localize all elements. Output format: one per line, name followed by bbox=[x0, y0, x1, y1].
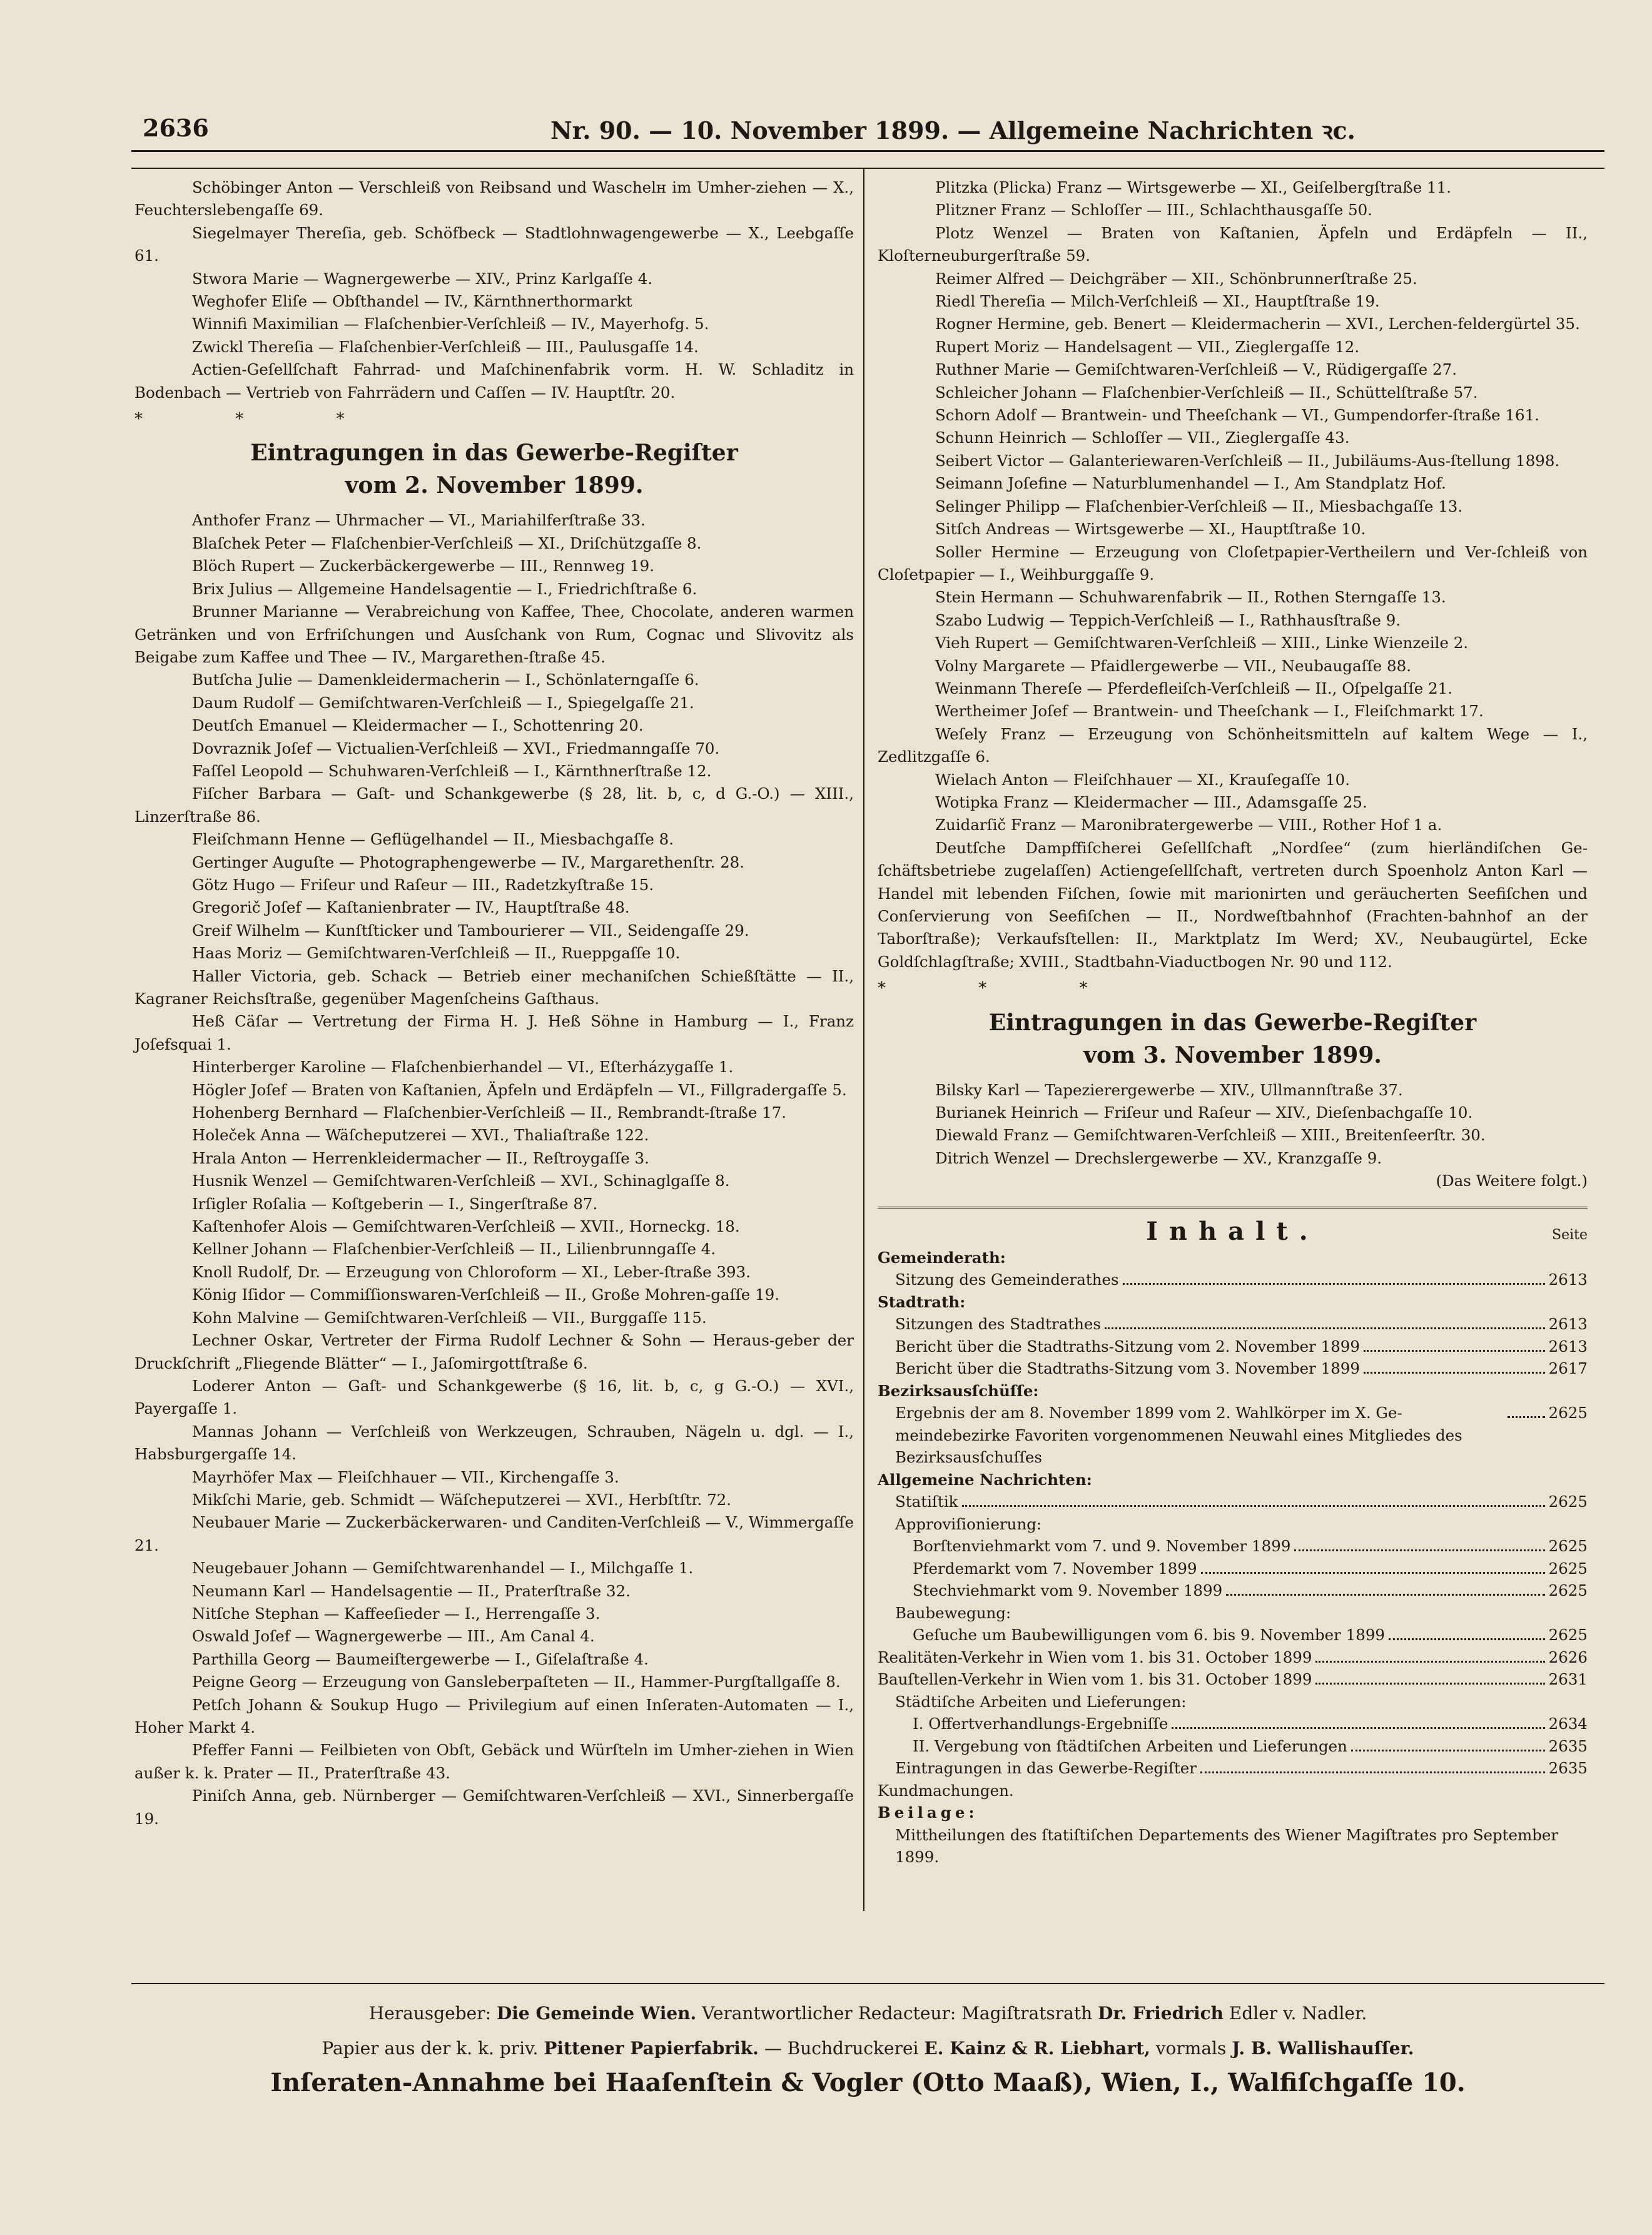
contents-row bbox=[878, 1780, 1588, 1802]
register-entry: Butſcha Julie — Damenkleidermacherin — I., Schönlaterngaſſe 6. bbox=[192, 671, 699, 689]
footer-printer: E. Kainz & R. Liebhart, bbox=[924, 2038, 1150, 2059]
contents-row-title: Stechviehmarkt vom 9. November 1899 bbox=[913, 1581, 1223, 1600]
register-entry: Ditrich Wenzel — Drechslergewerbe — XV., Kranzgaſſe 9. bbox=[935, 1148, 1382, 1167]
contents-leader-dots bbox=[1200, 1771, 1545, 1773]
register-entry: Weſely Franz — Erzeugung von Schönheitsmitteln auf kaltem Wege — I., Zedlitzgaſſe 6. bbox=[878, 724, 1588, 766]
contents-row-title: Ergebnis der am 8. November 1899 vom 2. Wahlkörper im X. Ge-meindebezirke Favoriten vorgenommenen Neuwahl eines Mitgliedes des Bezirksausſchuſſes bbox=[895, 1404, 1462, 1467]
contents-row-title: Statiſtik bbox=[895, 1493, 958, 1511]
contents-leader-dots bbox=[1389, 1638, 1545, 1640]
contents-leader-dots bbox=[1226, 1594, 1544, 1596]
register-entry: Weghofer Eliſe — Obſthandel — IV., Kärnthnerthormarkt bbox=[192, 292, 632, 311]
contents-row-title: II. Vergebung von ſtädtiſchen Arbeiten und Lieferungen bbox=[913, 1736, 1347, 1755]
contents-row bbox=[878, 1802, 1588, 1824]
register-entry: Dovraznik Joſef — Victualien-Verſchleiß — XVI., Friedmanngaſſe 70. bbox=[192, 739, 720, 758]
register-entry: Reimer Alfred — Deichgräber — XII., Schönbrunnerſtraße 25. bbox=[935, 269, 1417, 288]
contents-row-title: Bezirksausſchüſſe: bbox=[878, 1381, 1039, 1400]
register-entry: Plotz Wenzel — Braten von Kaſtanien, Äpfeln und Erdäpfeln — II., Kloſterneuburgerſtraße 59. bbox=[878, 223, 1588, 265]
entry-list-top bbox=[134, 176, 854, 404]
contents-page-number: 2617 bbox=[1548, 1359, 1588, 1378]
contents-row bbox=[878, 1668, 1588, 1691]
register-entry: Stein Hermann — Schuhwarenfabrik — II., Rothen Sterngaſſe 13. bbox=[935, 588, 1446, 607]
contents-row-title: Pferdemarkt vom 7. November 1899 bbox=[913, 1559, 1197, 1578]
footer-advert-line: Inſeraten-Annahme bei Haaſenſtein & Vogler (Otto Maaß), Wien, I., Walfiſchgaſſe 10. bbox=[270, 2068, 1466, 2097]
footer-paper-factory: Pittener Papierfabrik. bbox=[544, 2038, 759, 2059]
contents-row-title: Sitzungen des Stadtrathes bbox=[895, 1315, 1102, 1334]
register-entry: Fleiſchmann Henne — Geflügelhandel — II., Miesbachgaſſe 8. bbox=[192, 830, 674, 849]
register-entry: Bilsky Karl — Tapezierergewerbe — XIV., Ullmannſtraße 37. bbox=[935, 1080, 1403, 1099]
register-entry: Vieh Rupert — Gemiſchtwaren-Verſchleiß — XIII., Linke Wienzeile 2. bbox=[935, 634, 1469, 652]
register-entry: Brix Julius — Allgemeine Handelsagentie — I., Friedrichſtraße 6. bbox=[192, 579, 697, 598]
contents-row bbox=[878, 1469, 1588, 1491]
contents-row bbox=[878, 1335, 1588, 1358]
contents-row-title: Bericht über die Stadtraths-Sitzung vom 2. November 1899 bbox=[895, 1337, 1360, 1356]
contents-page-label: Seite bbox=[1552, 1227, 1588, 1244]
register-entry: Riedl Thereſia — Milch-Verſchleiß — XI., Hauptſtraße 19. bbox=[935, 292, 1380, 311]
contents-row-title: I. Offertverhandlungs-Ergebniſſe bbox=[913, 1715, 1168, 1733]
contents-leader-dots bbox=[1201, 1572, 1545, 1574]
register-entry: Gregorič Joſef — Kaſtanienbrater — IV., Hauptſtraße 48. bbox=[192, 898, 630, 917]
register-entry: Heß Cäſar — Vertretung der Firma H. J. Heß Söhne in Hamburg — I., Franz Joſefsquai 1. bbox=[134, 1012, 854, 1053]
contents-row bbox=[878, 1579, 1588, 1602]
register-entry: Plitzka (Plicka) Franz — Wirtsgewerbe — XI., Geiſelbergſtraße 11. bbox=[935, 178, 1452, 196]
contents-row bbox=[878, 1713, 1588, 1735]
register-entry: Haas Moriz — Gemiſchtwaren-Verſchleiß — II., Rueppgaſſe 10. bbox=[192, 944, 681, 963]
contents-rows bbox=[878, 1247, 1588, 1868]
contents-row-title: Allgemeine Nachrichten: bbox=[878, 1470, 1092, 1489]
register-entry: Rupert Moriz — Handelsagent — VII., Zieglergaſſe 12. bbox=[935, 337, 1360, 356]
table-of-contents bbox=[878, 1224, 1588, 1868]
contents-leader-dots bbox=[1351, 1750, 1545, 1751]
contents-title: Inhalt. bbox=[1146, 1216, 1319, 1246]
register-entry: Hohenberg Bernhard — Flaſchenbier-Verſchleiß — II., Rembrandt-ſtraße 17. bbox=[192, 1103, 787, 1122]
register-entry: Siegelmayer Thereſia, geb. Schöfbeck — Stadtlohnwagengewerbe — X., Leebgaſſe 61. bbox=[134, 223, 854, 265]
contents-row-title: Sitzung des Gemeinderathes bbox=[895, 1270, 1119, 1289]
register-entry: Gertinger Auguſte — Photographengewerbe — IV., Margarethenſtr. 28. bbox=[192, 853, 745, 871]
contents-row bbox=[878, 1624, 1588, 1646]
contents-page-number: 2613 bbox=[1548, 1270, 1588, 1289]
contents-row-title: Geſuche um Baubewilligungen vom 6. bis 9. November 1899 bbox=[913, 1626, 1385, 1645]
register-entry: Mikſchi Marie, geb. Schmidt — Wäſcheputzerei — XVI., Herbſtſtr. 72. bbox=[192, 1490, 732, 1509]
register-entry: Schöbinger Anton — Verschleiß von Reibsand und Waschelн im Umher-ziehen — X., Feuchterslebengaſſe 69. bbox=[134, 178, 854, 220]
contents-page-number: 2625 bbox=[1548, 1626, 1588, 1645]
footer-former-printer: J. B. Wallishauſſer. bbox=[1232, 2038, 1414, 2059]
register-entry: Plitzner Franz — Schloſſer — III., Schlachthausgaſſe 50. bbox=[935, 201, 1372, 220]
register-entry: Blöch Rupert — Zuckerbäckergewerbe — III., Rennweg 19. bbox=[192, 557, 654, 575]
contents-leader-dots bbox=[1315, 1661, 1544, 1663]
register-entry: Deutſche Dampffiſcherei Geſellſchaft „Nordſee“ (zum hierländiſchen Ge-ſchäftsbetriebe zugelaſſen) Actiengeſellſchaft, vertreten durch Spoenholz Anton Karl — Handel mit lebenden Fiſchen, ſowie mit marionirten und geräucherten Seefiſchen und Conſervierung von Seefiſchen — II., Nordweſtbahnhof (Frachten-bahnhof an der Taborſtraße); Verkaufsſtellen: II., Marktplatz Im Werd; XV., Neubaugürtel, Ecke Goldſchlagſtraße; XVIII., Stadtbahn-Viaductbogen Nr. 90 und 112. bbox=[878, 838, 1588, 971]
register-entry: Petſch Johann & Soukup Hugo — Privilegium auf einen Inſeraten-Automaten — I., Hoher Markt 4. bbox=[134, 1695, 854, 1736]
register-entry: Wertheimer Joſef — Brantwein- und Theeſchank — I., Fleiſchmarkt 17. bbox=[935, 702, 1484, 721]
section-heading-nov2-line1: Eintragungen in das Gewerbe-Regiſter bbox=[250, 440, 738, 467]
footer-editor-label: Verantwortlicher Redacteur: Magiſtratsrath bbox=[702, 2003, 1093, 2024]
register-entry: Holeček Anna — Wäſcheputzerei — XVI., Thaliaſtraße 122. bbox=[192, 1126, 649, 1145]
contents-page-number: 2625 bbox=[1548, 1581, 1588, 1600]
footer-editor-title: Edler v. Nadler. bbox=[1229, 2003, 1367, 2024]
footer-formerly: vormals bbox=[1155, 2038, 1227, 2059]
register-entry: Fiſcher Barbara — Gaſt- und Schankgewerbe (§ 28, lit. b, c, d G.-O.) — XIII., Linzerſtraße 86. bbox=[134, 784, 854, 826]
register-entry: Mannas Johann — Verſchleiß von Werkzeugen, Schrauben, Nägeln u. dgl. — I., Habsburgergaſſe 14. bbox=[134, 1422, 854, 1464]
contents-page-number: 2634 bbox=[1548, 1715, 1588, 1733]
register-entry: Seibert Victor — Galanteriewaren-Verſchleiß — II., Jubiläums-Aus-ſtellung 1898. bbox=[935, 451, 1560, 470]
contents-row bbox=[878, 1602, 1588, 1624]
register-entry: Peigne Georg — Erzeugung von Gansleberpaſteten — II., Hammer-Purgſtallgaſſe 8. bbox=[192, 1673, 841, 1691]
continued-note: (Das Weitere folgt.) bbox=[1436, 1172, 1588, 1190]
contents-row-title: Beilage: bbox=[878, 1803, 978, 1822]
left-column bbox=[134, 176, 854, 1830]
contents-leader-dots bbox=[1105, 1327, 1545, 1329]
register-entry: Anthofer Franz — Uhrmacher — VI., Mariahilferſtraße 33. bbox=[192, 511, 646, 530]
section-heading-nov3-line1: Eintragungen in das Gewerbe-Regiſter bbox=[988, 1009, 1477, 1036]
register-entry: Irſigler Roſalia — Koſtgeberin — I., Singerſtraße 87. bbox=[192, 1194, 598, 1213]
register-entry: Deutſch Emanuel — Kleidermacher — I., Schottenring 20. bbox=[192, 716, 644, 735]
register-entry: Zwickl Thereſia — Flaſchenbier-Verſchleiß — III., Paulusgaſſe 14. bbox=[192, 337, 699, 356]
register-entry: Nitſche Stephan — Kaffeeſieder — I., Herrengaſſe 3. bbox=[192, 1604, 600, 1623]
entry-list-nov2 bbox=[134, 509, 854, 1830]
contents-leader-dots bbox=[1364, 1350, 1545, 1352]
register-entry: Neumann Karl — Handelsagentie — II., Praterſtraße 32. bbox=[192, 1581, 631, 1600]
entry-list-nov3 bbox=[878, 1079, 1588, 1170]
contents-row bbox=[878, 1313, 1588, 1335]
register-entry: Högler Joſef — Braten von Kaſtanien, Äpfeln und Erdäpfeln — VI., Fillgradergaſſe 5. bbox=[192, 1080, 847, 1099]
contents-leader-dots bbox=[1172, 1727, 1544, 1729]
contents-row bbox=[878, 1291, 1588, 1314]
contents-leader-dots bbox=[1294, 1549, 1544, 1551]
register-entry: Sitſch Andreas — Wirtsgewerbe — XI., Hauptſtraße 10. bbox=[935, 520, 1366, 539]
register-entry: Kohn Malvine — Gemiſchtwaren-Verſchleiß — VII., Burggaſſe 115. bbox=[192, 1308, 707, 1327]
register-entry: Seimann Joſefine — Naturblumenhandel — I., Am Standplatz Hof. bbox=[935, 474, 1446, 493]
register-entry: Volny Margarete — Pfaidlergewerbe — VII., Neubaugaſſe 88. bbox=[935, 656, 1411, 675]
register-entry: Ruthner Marie — Gemiſchtwaren-Verſchleiß — V., Rüdigergaſſe 27. bbox=[935, 360, 1457, 379]
footer-paper-label: Papier aus der k. k. priv. bbox=[322, 2038, 539, 2059]
running-header: Nr. 90. — 10. November 1899. — Allgemeine Nachrichten ꝛc. bbox=[550, 116, 1356, 144]
contents-page-number: 2625 bbox=[1548, 1559, 1588, 1578]
register-entry: Oswald Joſef — Wagnergewerbe — III., Am Canal 4. bbox=[192, 1627, 595, 1646]
register-entry: Greif Wilhelm — Kunſtſticker und Tambourierer — VII., Seidengaſſe 29. bbox=[192, 921, 749, 940]
contents-page-number: 2625 bbox=[1548, 1404, 1588, 1422]
contents-row-title: Städtiſche Arbeiten und Lieferungen: bbox=[895, 1692, 1187, 1711]
contents-row-title: Kundmachungen. bbox=[878, 1781, 1014, 1800]
register-entry: Faſſel Leopold — Schuhwaren-Verſchleiß — I., Kärnthnerſtraße 12. bbox=[192, 761, 712, 780]
contents-row-title: Realitäten-Verkehr in Wien vom 1. bis 31. October 1899 bbox=[878, 1648, 1312, 1666]
register-entry: Piniſch Anna, geb. Nürnberger — Gemiſchtwaren-Verſchleiß — XVI., Sinnerbergaſſe 19. bbox=[134, 1786, 854, 1828]
column-top-rule bbox=[131, 168, 1604, 169]
register-entry: Loderer Anton — Gaſt- und Schankgewerbe (§ 16, lit. b, c, g G.-O.) — XVI., Payergaſſe 1. bbox=[134, 1376, 854, 1418]
contents-row bbox=[878, 1735, 1588, 1758]
register-entry: Winnifi Maximilian — Flaſchenbier-Verſchleiß — IV., Mayerhofg. 5. bbox=[192, 315, 709, 333]
header-rule bbox=[131, 150, 1604, 152]
contents-row bbox=[878, 1535, 1588, 1558]
register-entry: Kellner Johann — Flaſchenbier-Verſchleiß — II., Lilienbrunngaſſe 4. bbox=[192, 1240, 716, 1259]
register-entry: Mayrhöfer Max — Fleiſchhauer — VII., Kirchengaſſe 3. bbox=[192, 1467, 619, 1486]
register-entry: Wielach Anton — Fleiſchhauer — XI., Krauſegaſſe 10. bbox=[935, 770, 1350, 789]
contents-row bbox=[878, 1380, 1588, 1402]
contents-page-number: 2626 bbox=[1548, 1648, 1588, 1666]
register-entry: Diewald Franz — Gemiſchtwaren-Verſchleiß — XIII., Breitenſeerſtr. 30. bbox=[935, 1126, 1486, 1145]
contents-row-title: Stadtrath: bbox=[878, 1292, 966, 1311]
contents-row-title: Baubewegung: bbox=[895, 1603, 1011, 1622]
contents-row-title: Gemeinderath: bbox=[878, 1248, 1006, 1267]
register-entry: Haller Victoria, geb. Schack — Betrieb einer mechaniſchen Schießſtätte — II., Kagraner Reichsſtraße, gegenüber Magenſcheins Gaſthaus. bbox=[134, 966, 854, 1008]
register-entry: Neubauer Marie — Zuckerbäckerwaren- und Canditen-Verſchleiß — V., Wimmergaſſe 21. bbox=[134, 1513, 854, 1554]
register-entry: Soller Hermine — Erzeugung von Cloſetpapier-Vertheilern und Ver-ſchleiß von Cloſetpapier — I., Weihburggaſſe 9. bbox=[878, 542, 1588, 584]
register-entry: Schleicher Johann — Flaſchenbier-Verſchleiß — II., Schüttelſtraße 57. bbox=[935, 383, 1478, 402]
contents-leader-dots bbox=[1364, 1372, 1545, 1374]
footer-rule bbox=[131, 1983, 1604, 1984]
register-entry: Neugebauer Johann — Gemiſchtwarenhandel — I., Milchgaſſe 1. bbox=[192, 1559, 694, 1578]
register-entry: Actien-Geſellſchaft Fahrrad- und Maſchinenfabrik vorm. H. W. Schladitz in Bodenbach — Vertrieb von Fahrrädern und Caſſen — IV. Hauptſtr. 20. bbox=[134, 360, 854, 402]
register-entry: Zuidarſič Franz — Maronibratergewerbe — VIII., Rother Hof 1 a. bbox=[935, 816, 1442, 834]
contents-page-number: 2625 bbox=[1548, 1493, 1588, 1511]
footer-printer-line bbox=[131, 2038, 1604, 2059]
footer-editor-name: Dr. Friedrich bbox=[1098, 2003, 1224, 2024]
register-entry: Weinmann Thereſe — Pferdefleiſch-Verſchleiß — II., Oſpelgaſſe 21. bbox=[935, 679, 1453, 697]
contents-row bbox=[878, 1558, 1588, 1580]
register-entry: Selinger Philipp — Flaſchenbier-Verſchleiß — II., Miesbachgaſſe 13. bbox=[935, 497, 1463, 515]
footer-publisher-label: Herausgeber: bbox=[368, 2003, 492, 2024]
contents-row bbox=[878, 1646, 1588, 1669]
page-number: 2636 bbox=[143, 114, 209, 142]
contents-row bbox=[878, 1269, 1588, 1291]
contents-row-title: Eintragungen in das Gewerbe-Regiſter bbox=[895, 1759, 1197, 1778]
section-heading-nov3 bbox=[878, 1006, 1588, 1072]
contents-leader-dots bbox=[1123, 1283, 1545, 1285]
contents-row bbox=[878, 1402, 1588, 1469]
contents-separator bbox=[878, 1207, 1588, 1209]
contents-row-title: Bericht über die Stadtraths-Sitzung vom 3. November 1899 bbox=[895, 1359, 1360, 1378]
section-stars-2: * * * bbox=[878, 979, 1132, 998]
contents-row bbox=[878, 1691, 1588, 1713]
right-column bbox=[878, 176, 1588, 1868]
entry-list-nov2-continued bbox=[878, 176, 1588, 973]
register-entry: Schunn Heinrich — Schloſſer — VII., Zieglergaſſe 43. bbox=[935, 428, 1350, 447]
register-entry: Pfeffer Fanni — Feilbieten von Obſt, Gebäck und Würſteln im Umher-ziehen in Wien außer k. k. Prater — II., Praterſtraße 43. bbox=[134, 1741, 854, 1782]
register-entry: Götz Hugo — Friſeur und Raſeur — III., Radetzkyſtraße 15. bbox=[192, 875, 654, 894]
register-entry: Kaſtenhofer Alois — Gemiſchtwaren-Verſchleiß — XVII., Horneckg. 18. bbox=[192, 1217, 740, 1236]
section-stars: * * * bbox=[134, 410, 388, 429]
contents-page-number: 2635 bbox=[1548, 1759, 1588, 1778]
contents-leader-dots bbox=[1315, 1683, 1544, 1685]
register-entry: Daum Rudolf — Gemiſchtwaren-Verſchleiß — I., Spiegelgaſſe 21. bbox=[192, 693, 694, 712]
register-entry: Hinterberger Karoline — Flaſchenbierhandel — VI., Eſterházygaſſe 1. bbox=[192, 1058, 734, 1077]
contents-leader-dots bbox=[962, 1505, 1545, 1507]
register-entry: Szabo Ludwig — Teppich-Verſchleiß — I., Rathhausſtraße 9. bbox=[935, 611, 1401, 629]
contents-row bbox=[878, 1357, 1588, 1380]
register-entry: Parthilla Georg — Baumeiſtergewerbe — I., Giſelaſtraße 4. bbox=[192, 1650, 649, 1668]
register-entry: Wotipka Franz — Kleidermacher — III., Adamsgaſſe 25. bbox=[935, 793, 1367, 811]
contents-row bbox=[878, 1757, 1588, 1780]
contents-page-number: 2631 bbox=[1548, 1670, 1588, 1689]
contents-leader-dots bbox=[1508, 1416, 1545, 1418]
register-entry: Burianek Heinrich — Friſeur und Raſeur — XIV., Dieſenbachgaſſe 10. bbox=[935, 1103, 1473, 1122]
register-entry: König Iſidor — Commiſſionswaren-Verſchleiß — II., Große Mohren-gaſſe 19. bbox=[192, 1285, 780, 1304]
contents-page-number: 2635 bbox=[1548, 1736, 1588, 1755]
register-entry: Husnik Wenzel — Gemiſchtwaren-Verſchleiß — XVI., Schinaglgaſſe 8. bbox=[192, 1172, 730, 1190]
contents-row-title: Bauſtellen-Verkehr in Wien vom 1. bis 31. October 1899 bbox=[878, 1670, 1312, 1689]
register-entry: Stwora Marie — Wagnergewerbe — XIV., Prinz Karlgaſſe 4. bbox=[192, 269, 653, 288]
register-entry: Rogner Hermine, geb. Benert — Kleidermacherin — XVI., Lerchen-feldergürtel 35. bbox=[935, 315, 1580, 333]
contents-row bbox=[878, 1513, 1588, 1536]
section-heading-nov2-line2: vom 2. November 1899. bbox=[345, 472, 644, 499]
contents-row-title: Mittheilungen des ſtatiſtiſchen Departements des Wiener Magiſtrates pro September 1899. bbox=[895, 1825, 1559, 1867]
section-heading-nov3-line2: vom 3. November 1899. bbox=[1083, 1041, 1382, 1068]
contents-row bbox=[878, 1824, 1588, 1868]
contents-page-number: 2613 bbox=[1548, 1337, 1588, 1356]
section-heading-nov2 bbox=[134, 437, 854, 502]
register-entry: Knoll Rudolf, Dr. — Erzeugung von Chloroform — XI., Leber-ſtraße 393. bbox=[192, 1262, 751, 1281]
contents-page-number: 2625 bbox=[1548, 1537, 1588, 1556]
footer-publisher-line bbox=[131, 2003, 1604, 2024]
contents-row-title: Borſtenviehmarkt vom 7. und 9. November 1899 bbox=[913, 1537, 1291, 1556]
register-entry: Hrala Anton — Herrenkleidermacher — II., Reſtroygaſſe 3. bbox=[192, 1148, 649, 1167]
contents-page-number: 2613 bbox=[1548, 1315, 1588, 1334]
contents-row bbox=[878, 1247, 1588, 1269]
footer-publisher: Die Gemeinde Wien. bbox=[496, 2003, 697, 2024]
register-entry: Brunner Marianne — Verabreichung von Kaffee, Thee, Chocolate, anderen warmen Getränken und von Erfriſchungen und Ausſchank von Rum, Cognac und Slivovitz als Beigabe zum Kaffee und Thee — IV., Margarethen-ſtraße 45. bbox=[134, 602, 854, 666]
column-divider bbox=[863, 169, 864, 1911]
contents-row bbox=[878, 1491, 1588, 1513]
register-entry: Lechner Oskar, Vertreter der Firma Rudolf Lechner & Sohn — Heraus-geber der Druckſchrift „Fliegende Blätter“ — I., Jaſomirgottſtraße 6. bbox=[134, 1331, 854, 1372]
register-entry: Blaſchek Peter — Flaſchenbier-Verſchleiß — XI., Driſchützgaſſe 8. bbox=[192, 534, 702, 552]
contents-row-title: Approviſionierung: bbox=[895, 1514, 1042, 1533]
footer-printer-label: — Buchdruckerei bbox=[764, 2038, 919, 2059]
register-entry: Schorn Adolf — Brantwein- und Theeſchank — VI., Gumpendorfer-ſtraße 161. bbox=[935, 406, 1539, 425]
